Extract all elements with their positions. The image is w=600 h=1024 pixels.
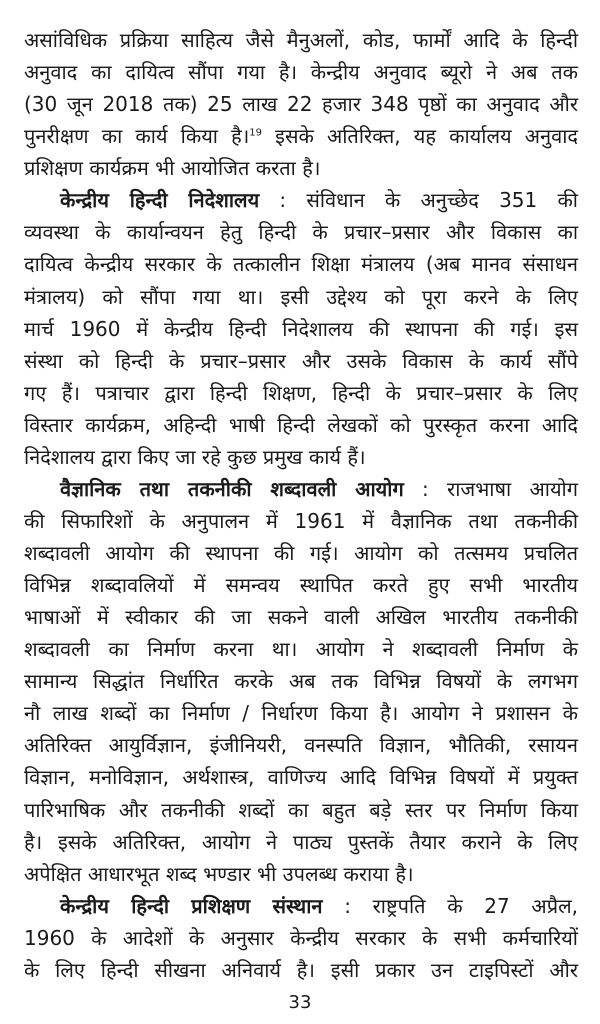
text-segment: पुनरीक्षण का कार्य किया है।: [24, 124, 250, 149]
text-line: [24, 890, 578, 922]
text-line: प्रशिक्षण कार्यक्रम भी आयोजित करता है।: [24, 156, 321, 181]
text-line: असांविधिक प्रक्रिया साहित्य जैसे मैनुअलों, कोड, फार्मों आदि के हिन्दी: [24, 28, 578, 52]
text-line: संस्था को हिन्दी के प्रचार–प्रसार और उसके विकास के कार्य सौंपे: [24, 348, 578, 373]
text-line: शब्दावली आयोग की स्थापना की गई। आयोग को तत्समय प्रचलित: [24, 541, 578, 565]
paragraph-translation-bureau: [24, 24, 578, 184]
page-number: 33: [288, 992, 312, 1013]
text-line: [24, 120, 578, 152]
page-body: [24, 24, 578, 986]
text-line: पारिभाषिक और तकनीकी शब्दों का बहुत बड़े स्तर पर निर्माण किया: [24, 797, 578, 822]
text-line: गए हैं। पत्राचार द्वारा हिन्दी शिक्षण, हिन्दी के प्रचार–प्रसार के लिए: [24, 380, 578, 405]
text-line: की सिफारिशों के अनुपालन में 1961 में वैज्ञानिक तथा तकनीकी: [24, 508, 578, 533]
text-line: मंत्रालय) को सौंपा गया था। इसी उद्देश्य को पूरा करने के लिए: [24, 284, 578, 309]
text-line: 1960 के आदेशों के अनुसार केन्द्रीय सरकार के सभी कर्मचारियों: [24, 925, 578, 950]
paragraph-terminology-commission: [24, 473, 578, 890]
text-line: विभिन्न शब्दावलियों में समन्वय स्थापित करते हुए सभी भारतीय: [24, 573, 578, 598]
text-segment: : राजभाषा आयोग: [422, 476, 578, 501]
text-line: व्यवस्था के कार्यान्वयन हेतु हिन्दी के प्रचार–प्रसार और विकास का: [24, 220, 578, 245]
text-line: के लिए हिन्दी सीखना अनिवार्य है। इसी प्रकार उन टाइपिस्टों और: [24, 957, 578, 982]
text-line: [24, 473, 578, 505]
text-segment: : संविधान के अनुच्छेद 351 की: [279, 188, 578, 213]
text-line: नौ लाख शब्दों का निर्माण / निर्धारण किया है। आयोग ने प्रशासन के: [24, 701, 578, 726]
section-heading: केन्द्रीय हिन्दी प्रशिक्षण संस्थान: [60, 893, 323, 918]
text-line: विज्ञान, मनोविज्ञान, अर्थशास्त्र, वाणिज्य आदि विभिन्न विषयों में प्रयुक्त: [24, 765, 578, 790]
text-segment: इसके अतिरिक्त, यह कार्यालय अनुवाद: [275, 124, 579, 149]
text-line: निदेशालय द्वारा किए जा रहे कुछ प्रमुख कार्य हैं।: [24, 444, 366, 469]
section-heading: वैज्ञानिक तथा तकनीकी शब्दावली आयोग: [60, 476, 404, 501]
text-line: अपेक्षित आधारभूत शब्द भण्डार भी उपलब्ध कराया है।: [24, 861, 414, 886]
text-line: सामान्य सिद्धांत निर्धारित करके अब तक विभिन्न विषयों के लगभग: [24, 669, 578, 694]
text-line: [24, 184, 578, 216]
text-line: शब्दावली का निर्माण करना था। आयोग ने शब्दावली निर्माण के: [24, 637, 578, 662]
text-line: विस्तार कार्यक्रम, अहिन्दी भाषी हिन्दी लेखकों को पुरस्कृत करना आदि: [24, 412, 578, 437]
text-line: (30 जून 2018 तक) 25 लाख 22 हजार 348 पृष्ठों का अनुवाद और: [24, 92, 578, 117]
text-line: अनुवाद का दायित्व सौंपा गया है। केन्द्रीय अनुवाद ब्यूरो ने अब तक: [24, 60, 578, 85]
text-line: दायित्व केन्द्रीय सरकार के तत्कालीन शिक्षा मंत्रालय (अब मानव संसाधन: [24, 252, 578, 277]
paragraph-central-hindi-directorate: [24, 184, 578, 473]
text-segment: : राष्ट्रपति के 27 अप्रैल,: [344, 893, 579, 918]
footnote-reference[interactable]: 19: [249, 127, 263, 139]
text-line: अतिरिक्त आयुर्विज्ञान, इंजीनियरी, वनस्पति विज्ञान, भौतिकी, रसायन: [24, 733, 578, 758]
paragraph-training-institute: [24, 890, 578, 986]
text-line: भाषाओं में स्वीकार की जा सकने वाली अखिल भारतीय तकनीकी: [24, 605, 578, 630]
section-heading: केन्द्रीय हिन्दी निदेशालय: [60, 188, 260, 213]
text-line: मार्च 1960 में केन्द्रीय हिन्दी निदेशालय की स्थापना की गई। इस: [24, 316, 578, 341]
text-line: है। इसके अतिरिक्त, आयोग ने पाठ्य पुस्तकें तैयार कराने के लिए: [24, 829, 578, 854]
